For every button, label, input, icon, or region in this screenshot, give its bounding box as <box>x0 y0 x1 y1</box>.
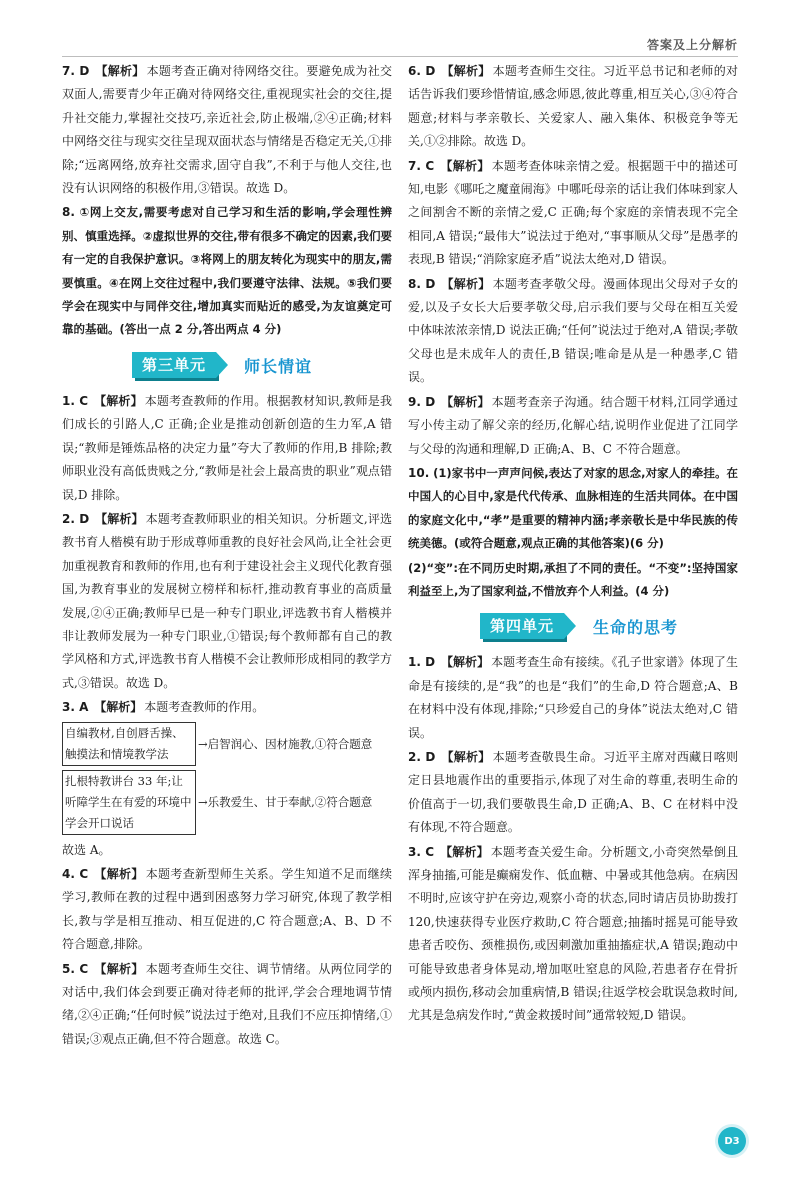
answer-text: ①网上交友,需要考虑对自己学习和生活的影响,学会理性辨别、慎重选择。②虚拟世界的交往,带有很多不确定的因素,我们要有一定的自我保护意识。③将网上的朋友转化为现实中的朋友,需要慎重。④在网上交往过程中,我们要遵守法律、法规。⑤我们要学会在现实中与同伴交往,增加真实而贴近的感受,为友谊奠定可靠的基础。(答出一点 2 分,答出两点 4 分) <box>62 205 392 337</box>
answer-text: (2)“变”:在不同历史时期,承担了不同的责任。“不变”:坚持国家利益至上,为了国家利益,不惜放弃个人利益。(4 分) <box>408 560 738 598</box>
answer-text: 本题考查亲子沟通。结合题干材料,江同学通过写小传主动了解父亲的经历,化解心结,说明作业促进了江同学与父母的沟通和理解,D 正确;A、B、C 不符合题意。 <box>408 394 738 456</box>
left-column <box>62 60 392 1052</box>
analysis-label: 【解析】 <box>95 64 145 78</box>
analysis-label: 【解析】 <box>441 394 490 409</box>
question-number: 9. D <box>408 394 436 409</box>
answer-text: (1)家书中一声声问候,表达了对家的思念,对家人的牵挂。在中国人的心目中,家是代代传承、血脉相连的生活共同体。在中国的家庭文化中,“孝”是重要的精神内涵;孝亲敬长是中华民族的传统美德。(或符合题意,观点正确的其他答案)(6 分) <box>408 465 738 551</box>
answer-text: 本题考查体味亲情之爱。根据题干中的描述可知,电影《哪吒之魔童闹海》中哪吒母亲的话让我们体味到家人之间割舍不断的亲情之爱,C 正确;每个家庭的亲情表现不完全相同,A 错误;“最伟大”说法过于绝对,“事事顺从父母”是愚孝的表现,B 错误;“消除家庭矛盾”说法太绝对,D 错误。 <box>408 158 738 267</box>
question-number: 2. D <box>62 511 90 526</box>
material-box: 自编教材,自创唇舌操、触摸法和情境教学法 <box>62 722 196 766</box>
answer-conclusion: 故选 A。 <box>62 842 111 857</box>
conclusion-text: →乐教爱生、甘于奉献,②符合题意 <box>198 795 373 810</box>
unit-banner <box>62 346 392 386</box>
question-number: 10. <box>408 465 430 480</box>
unit-title: 第三单元 <box>132 352 216 378</box>
analysis-label: 【解析】 <box>441 749 491 764</box>
answer-text: 本题考查正确对待网络交往。要避免成为社交双面人,需要青少年正确对待网络交往,重视现实社会的交往,提升社交能力,掌握社交技巧,亲近社会,防止极端,②④正确;材料中网络交往与现实交往呈现双面状态与情绪是否稳定无关,①排除;“远离网络,放弃社交需求,固守自我”,不利于与他人交往,也没有认识网络的积极作用,③错误。故选 D。 <box>62 64 392 196</box>
answer-text: 本题考查教师的作用。 <box>144 700 265 715</box>
answer-item <box>62 863 392 957</box>
answer-text: 本题考查师生交往、调节情绪。从两位同学的对话中,我们体会到要正确对待老师的批评,学会合理地调节情绪,②④正确;“任何时候”说法过于绝对,且我们不应压抑情绪,①错误;③观点正确,但不符合题意。故选 C。 <box>62 961 392 1046</box>
unit-banner <box>408 607 738 647</box>
material-box: 扎根特教讲台 33 年;让听障学生在有爱的环境中学会开口说话 <box>62 770 196 835</box>
answer-item <box>408 462 738 556</box>
unit-title: 第四单元 <box>480 613 564 639</box>
analysis-label: 【解析】 <box>440 655 490 670</box>
answer-item <box>408 651 738 745</box>
header-title: 答案及上分解析 <box>646 38 738 52</box>
answer-item <box>408 746 738 840</box>
answer-item <box>62 201 392 341</box>
answer-text: 本题考查关爱生命。分析题文,小奇突然晕倒且浑身抽搐,可能是癫痫发作、低血糖、中暑或其他急病。在病因不明时,应该守护在旁边,观察小奇的状态,同时请店员协助拨打 120,快速获得专业医疗救助,C 符合题意;抽搐时摇晃可能导致患者舌咬伤、颈椎损伤,或因刺激加重抽搐症状,A 错误;跑动中可能导致患者身体晃动,增加呕吐窒息的风险,若患者存在骨折或颅内损伤,移动会加重病情,B 错误;往返学校会耽误急救时间,尤其是急病发作时,“黄金救援时间”通常较短,D 错误。 <box>408 844 738 1023</box>
answer-item <box>408 60 738 154</box>
unit-subtitle: 生命的思考 <box>593 618 679 638</box>
answer-text: 本题考查教师职业的相关知识。分析题文,评选教书育人楷模有助于形成尊师重教的良好社会风尚,让全社会更加重视教育和教师的作用,也有利于建设社会主义现代化教育强国,为教育事业的发展树立榜样和标杆,推动教育事业的高质量发展,②④正确;教师早已是一种专门职业,评选教书育人楷模并非让教师发展为一种专门职业,①错误;每个教师都有自己的教学风格和方式,评选教书育人楷模不会让教师形成相同的教学方式,③错误。故选 D。 <box>62 511 392 690</box>
analysis-label: 【解析】 <box>440 844 489 859</box>
analysis-label: 【解析】 <box>95 511 144 526</box>
conclusion-text: →启智润心、因材施教,①符合题意 <box>198 736 373 751</box>
answer-item <box>62 696 392 719</box>
unit-subtitle: 师长情谊 <box>244 356 313 376</box>
analysis-row <box>62 770 392 835</box>
analysis-label: 【解析】 <box>94 961 144 976</box>
question-number: 4. C <box>62 866 89 881</box>
analysis-label: 【解析】 <box>94 700 143 715</box>
answer-item <box>408 391 738 461</box>
analysis-label: 【解析】 <box>441 276 491 291</box>
question-number: 8. D <box>408 276 436 291</box>
question-number: 7. D <box>62 64 90 78</box>
answer-item <box>62 958 392 1052</box>
answer-text: 本题考查新型师生关系。学生知道不足而继续学习,教师在教的过程中遇到困惑努力学习研究,体现了教学相长,教与学是相互推动、相互促进的,C 符合题意;A、B、D 不符合题意,排除。 <box>62 866 392 952</box>
analysis-label: 【解析】 <box>94 866 144 881</box>
question-number: 8. <box>62 205 75 220</box>
analysis-label: 【解析】 <box>440 158 490 173</box>
answer-item <box>62 508 392 695</box>
question-number: 2. D <box>408 749 436 764</box>
question-number: 1. C <box>62 393 89 408</box>
page-header <box>62 36 738 57</box>
answer-text: 本题考查教师的作用。根据教材知识,教师是我们成长的引路人,C 正确;企业是推动创新创造的生力军,A 错误;“教师是锤炼品格的决定力量”夸大了教师的作用,B 排除;教师职业没有高低贵贱之分,“教师是社会上最高贵的职业”观点错误,D 排除。 <box>62 393 392 502</box>
question-number: 3. A <box>62 700 89 715</box>
answer-item <box>62 60 392 200</box>
right-column <box>408 60 738 1029</box>
answer-item <box>408 841 738 1028</box>
answer-text: 本题考查师生交往。习近平总书记和老师的对话告诉我们要珍惜情谊,感念师恩,彼此尊重,相互关心,③④符合题意;材料与孝亲敬长、关爱家人、融入集体、积极竞争等无关,①②排除。故选 D。 <box>408 64 738 149</box>
answer-text: 本题考查敬畏生命。习近平主席对西藏日喀则定日县地震作出的重要指示,体现了对生命的尊重,表明生命的价值高于一切,我们要敬畏生命,D 正确;A、B、C 在材料中没有体现,不符合题意。 <box>408 749 738 835</box>
analysis-row <box>62 722 392 766</box>
answer-item <box>408 273 738 390</box>
question-number: 5. C <box>62 961 89 976</box>
answer-text: 本题考查生命有接续。《孔子世家谱》体现了生命是有接续的,是“我”的也是“我们”的生命,D 符合题意;A、B 在材料中没有体现,排除;“只珍爱自己的身体”说法太绝对,C 错误。 <box>408 655 738 740</box>
answer-item <box>408 155 738 272</box>
analysis-label: 【解析】 <box>441 64 491 78</box>
answer-text: 本题考查孝敬父母。漫画体现出父母对子女的爱,以及子女长大后要孝敬父母,启示我们要与父母在相互关爱中体味浓浓亲情,D 说法正确;“任何”说法过于绝对,A 错误;孝敬父母也是未成年人的责任,B 错误;唯命是从是一种愚孝,C 错误。 <box>408 276 738 385</box>
question-number: 3. C <box>408 844 435 859</box>
answer-item <box>62 390 392 507</box>
answer-item <box>408 557 738 604</box>
question-number: 1. D <box>408 655 436 670</box>
page-number-badge: D3 <box>718 1127 746 1155</box>
question-number: 6. D <box>408 64 436 78</box>
question-number: 7. C <box>408 158 435 173</box>
analysis-label: 【解析】 <box>94 393 143 408</box>
analysis-diagram <box>62 722 392 835</box>
